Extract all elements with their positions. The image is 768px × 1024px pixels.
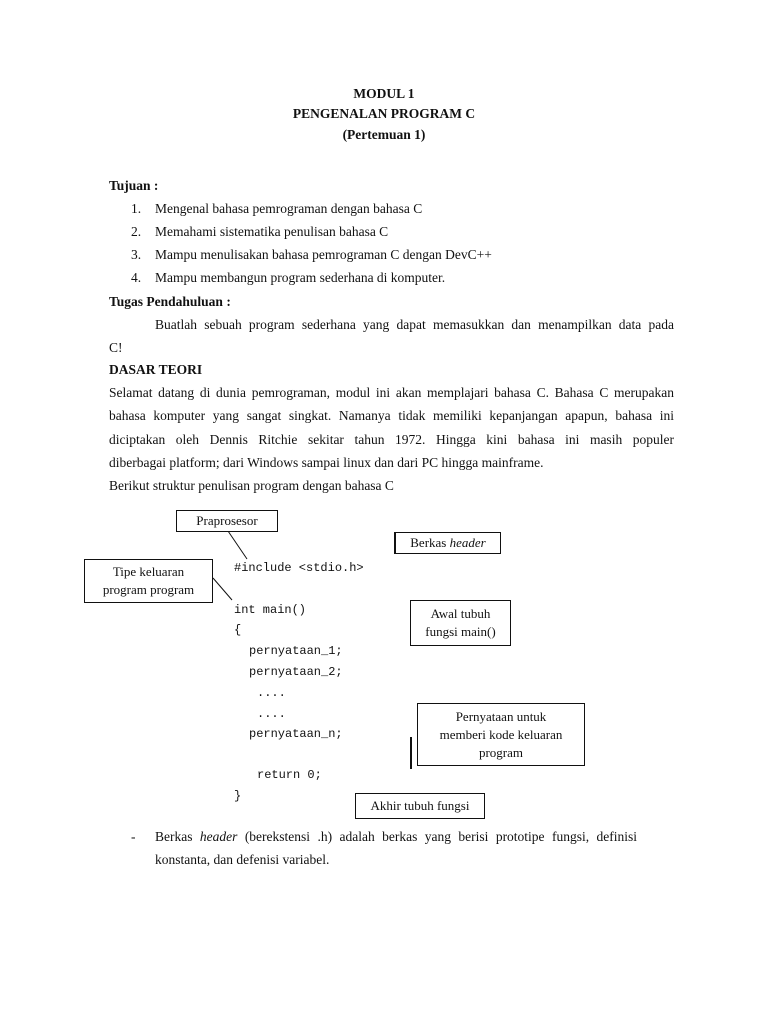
awal-tubuh-line: Awal tubuh: [430, 606, 491, 621]
list-item: Mampu membangun program sederhana di komputer.: [155, 270, 446, 285]
code-line: pernyataan_n;: [249, 727, 343, 741]
code-line: }: [234, 789, 242, 803]
list-item-number: 4.: [131, 270, 142, 285]
berkas-italic-text: header: [449, 535, 486, 550]
berkas-header-label: [394, 532, 501, 554]
akhir-tubuh-text: Akhir tubuh fungsi: [370, 798, 470, 813]
praprosesor-text: Praprosesor: [196, 513, 258, 528]
pernyataan-line: memberi kode keluaran: [439, 727, 563, 742]
bullet-dash: -: [131, 829, 136, 844]
code-line: pernyataan_1;: [249, 644, 343, 658]
list-item-number: 1.: [131, 201, 142, 216]
module-subtitle: PENGENALAN PROGRAM C: [292, 106, 476, 121]
awal-tubuh-label: [410, 600, 511, 646]
tipe-keluaran-line: Tipe keluaran: [112, 564, 185, 579]
connector-line: [213, 578, 232, 600]
akhir-tubuh-label: [355, 793, 485, 819]
code-line: pernyataan_2;: [249, 665, 343, 679]
pernyataan-line: program: [478, 745, 524, 760]
praprosesor-label: [176, 510, 278, 532]
code-line: return 0;: [257, 768, 322, 782]
tujuan-heading: Tujuan :: [109, 178, 159, 193]
list-item-number: 3.: [131, 247, 142, 262]
connector-line: [228, 531, 247, 559]
meeting-label: (Pertemuan 1): [342, 127, 426, 142]
list-item: Memahami sistematika penulisan bahasa C: [155, 224, 389, 239]
bullet-line: konstanta, dan defenisi variabel.: [155, 852, 330, 867]
module-title: MODUL 1: [353, 86, 415, 101]
list-item: Mampu menulisakan bahasa pemrograman C dengan DevC++: [155, 247, 492, 262]
tugas-paragraph-line: Buatlah sebuah program sederhana yang dapat memasukkan dan menampilkan data pada: [155, 317, 674, 332]
vertical-bar: [410, 737, 412, 769]
pernyataan-line: Pernyataan untuk: [455, 709, 547, 724]
dasar-paragraph-line: Selamat datang di dunia pemrograman, modul ini akan memplajari bahasa C. Bahasa C merupakan: [109, 385, 674, 400]
code-line: int main(): [234, 603, 307, 617]
dasar-paragraph-line: diberbagai platform; dari Windows sampai linux dan dari PC hingga mainframe.: [109, 455, 544, 470]
bullet-rest: (berekstensi .h) adalah berkas yang berisi prototipe fungsi, definisi: [237, 829, 637, 844]
dasar-paragraph-line: Berikut struktur penulisan program dengan bahasa C: [109, 478, 394, 493]
code-line: #include <stdio.h>: [234, 561, 364, 575]
awal-tubuh-line: fungsi main(): [425, 624, 496, 639]
code-line: {: [234, 623, 242, 637]
tugas-heading: Tugas Pendahuluan :: [109, 294, 231, 309]
list-item: Mengenal bahasa pemrograman dengan bahasa C: [155, 201, 423, 216]
code-line: ....: [257, 707, 286, 721]
code-line: ....: [257, 686, 286, 700]
berkas-text: Berkas: [410, 535, 450, 550]
dasar-paragraph-line: bahasa komputer yang sangat singkat. Namanya tidak memiliki kepanjangan apapun, bahasa ini: [109, 408, 674, 423]
bullet-italic: header: [199, 829, 238, 844]
dasar-paragraph-line: diciptakan oleh Dennis Ritchie sekitar tahun 1972. Hingga kini bahasa ini masih populer: [109, 432, 674, 447]
tugas-paragraph-line: C!: [109, 340, 123, 355]
list-item-number: 2.: [131, 224, 142, 239]
tipe-keluaran-line: program program: [102, 582, 195, 597]
dasar-teori-heading: DASAR TEORI: [109, 362, 203, 377]
tipe-keluaran-label: [84, 559, 213, 603]
bullet-line: [155, 829, 637, 845]
pernyataan-label: [417, 703, 585, 766]
bullet-prefix: Berkas: [155, 829, 200, 844]
